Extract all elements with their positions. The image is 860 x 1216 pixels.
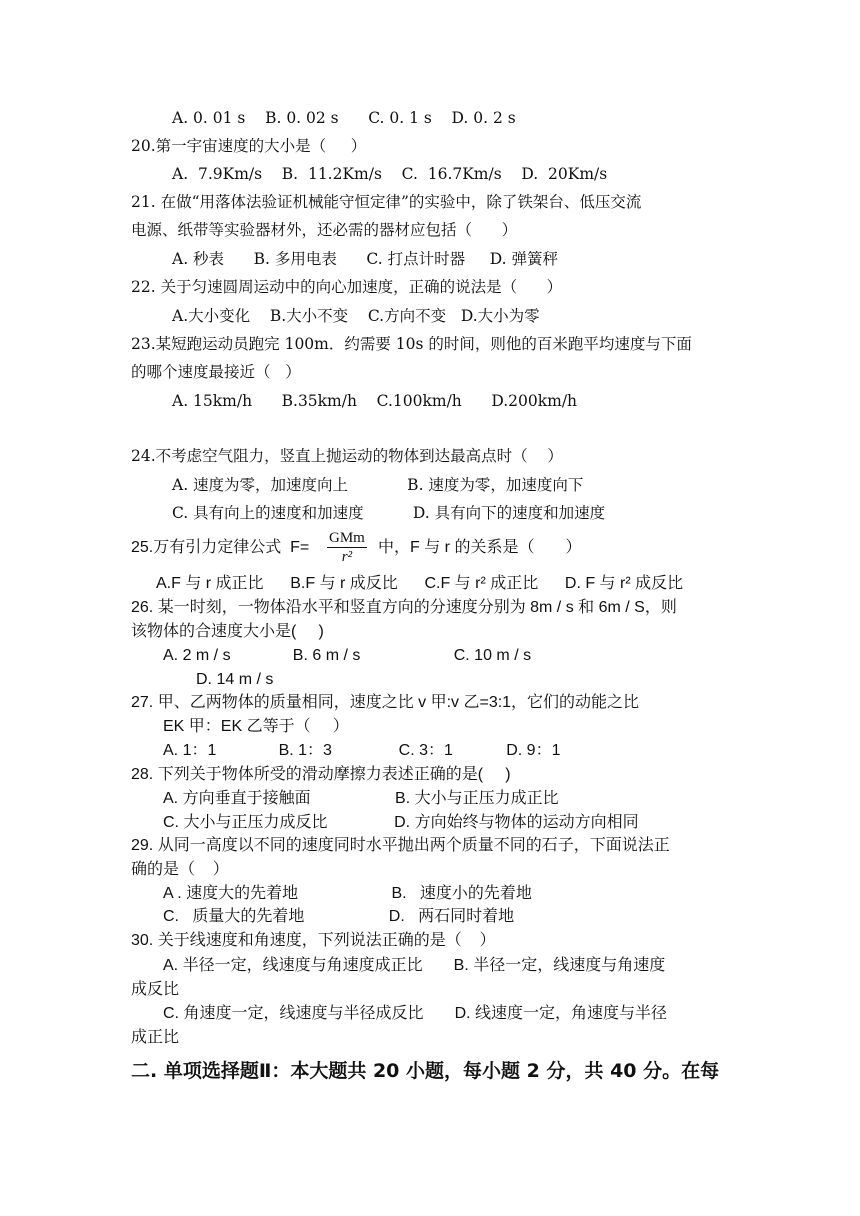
q20-stem: 20.第一宇宙速度的大小是（ ）	[131, 137, 367, 155]
q26-stem-line1: 26. 某一时刻，一物体沿水平和竖直方向的分速度分别为 8m / s 和 6m / S，则	[131, 599, 677, 616]
q28-options-cd: C. 大小与正压力成反比 D. 方向始终与物体的运动方向相同	[163, 814, 639, 831]
q27-stem-line1: 27. 甲、乙两物体的质量相同，速度之比 v 甲:v 乙=3:1，它们的动能之比	[131, 694, 640, 711]
q21-stem-line2: 电源、纸带等实验器材外，还必需的器材应包括（ ）	[131, 221, 518, 239]
q25-formula-denominator: r²	[341, 549, 353, 565]
section-2-heading: 二. 单项选择题Ⅱ：本大题共 20 小题，每小题 2 分，共 40 分。在每	[131, 1060, 720, 1082]
q24-options-ab: A. 速度为零，加速度向上 B. 速度为零，加速度向下	[172, 476, 584, 494]
q30-options-ab-line2: 成反比	[131, 981, 180, 998]
q30-options-ab-line1: A. 半径一定，线速度与角速度成正比 B. 半径一定，线速度与角速度	[163, 957, 666, 974]
q29-options-ab: A . 速度大的先着地 B. 速度小的先着地	[163, 885, 532, 902]
q25-formula-numerator: GMm	[329, 530, 365, 546]
q25-stem-suffix: 中，F 与 r 的关系是（ ）	[378, 539, 582, 556]
q24-stem: 24.不考虑空气阻力，竖直上抛运动的物体到达最高点时（ ）	[131, 447, 563, 465]
q29-options-cd: C. 质量大的先着地 D. 两石同时着地	[163, 908, 515, 925]
q22-stem: 22. 关于匀速圆周运动中的向心加速度，正确的说法是（ ）	[131, 278, 563, 296]
q28-options-ab: A. 方向垂直于接触面 B. 大小与正压力成正比	[163, 790, 559, 807]
q19-options: A. 0. 01 s B. 0. 02 s C. 0. 1 s D. 0. 2 s	[172, 109, 516, 127]
q26-stem-line2: 该物体的合速度大小是( )	[131, 623, 324, 640]
q29-stem-line1: 29. 从同一高度以不同的速度同时水平抛出两个质量不同的石子，下面说法正	[131, 837, 670, 854]
q26-options-abc: A. 2 m / s B. 6 m / s C. 10 m / s	[163, 647, 532, 664]
q21-options: A. 秒表 B. 多用电表 C. 打点计时器 D. 弹簧秤	[172, 250, 558, 268]
q23-options: A. 15km/h B.35km/h C.100km/h D.200km/h	[172, 392, 578, 410]
q22-options: A.大小变化 B.大小不变 C.方向不变 D.大小为零	[172, 307, 540, 325]
q24-options-cd: C. 具有向上的速度和加速度 D. 具有向下的速度和加速度	[172, 504, 606, 522]
q23-stem-line1: 23.某短跑运动员跑完 100m．约需要 10s 的时间，则他的百米跑平均速度与下面	[131, 335, 692, 353]
q28-stem: 28. 下列关于物体所受的滑动摩擦力表述正确的是( )	[131, 766, 511, 783]
q27-stem-line2: EK 甲：EK 乙等于（ ）	[163, 718, 349, 735]
q26-option-d: D. 14 m / s	[196, 671, 274, 688]
q21-stem-line1: 21. 在做“用落体法验证机械能守恒定律”的实验中，除了铁架台、低压交流	[131, 193, 642, 211]
q30-stem: 30. 关于线速度和角速度，下列说法正确的是（ ）	[131, 932, 496, 949]
q30-options-cd-line2: 成正比	[131, 1029, 180, 1046]
q29-stem-line2: 确的是（ ）	[131, 861, 229, 878]
q27-options: A. 1：1 B. 1：3 C. 3：1 D. 9：1	[163, 742, 561, 759]
q25-options: A.F 与 r 成正比 B.F 与 r 成反比 C.F 与 r² 成正比 D. F 与 r² 成反比	[156, 575, 684, 592]
q23-stem-line2: 的哪个速度最接近（ ）	[131, 363, 301, 381]
q25-stem-prefix: 25.万有引力定律公式 F=	[131, 539, 310, 556]
q20-options: A. 7.9Km/s B. 11.2Km/s C. 16.7Km/s D. 20Km/s	[172, 165, 608, 183]
q30-options-cd-line1: C. 角速度一定，线速度与半径成反比 D. 线速度一定，角速度与半径	[163, 1005, 668, 1022]
q25-formula-fraction	[327, 530, 367, 566]
